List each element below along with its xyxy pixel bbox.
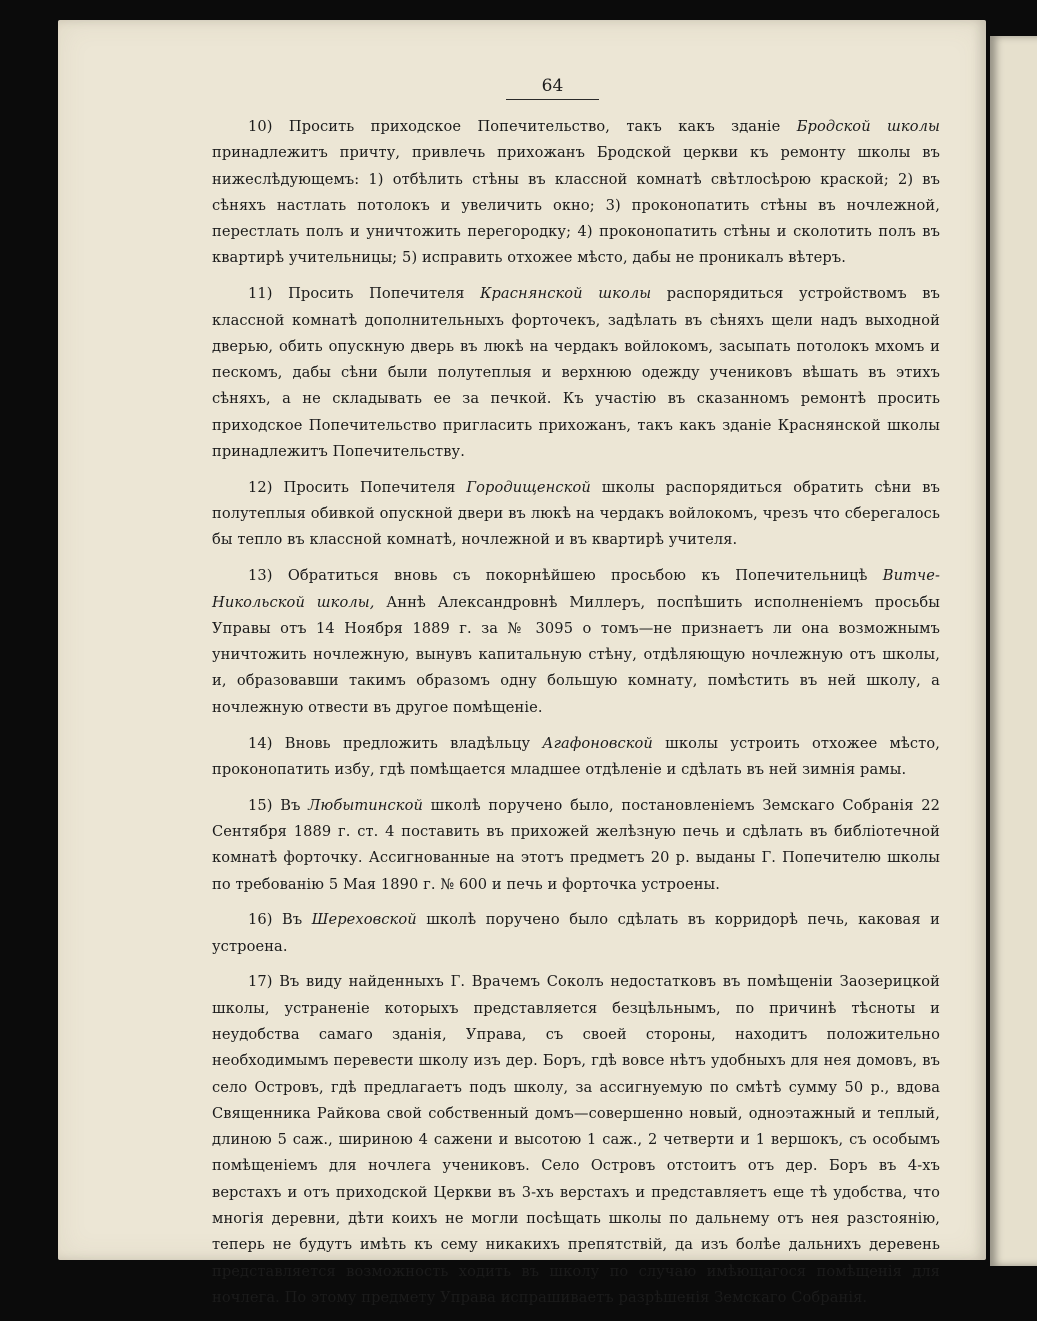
paragraph-17: 17) Въ виду найденныхъ Г. Врачемъ Соколъ недостатковъ въ помѣщеніи Заозерицкой школы, устраненіе которыхъ представляется безцѣльнымъ, по причинѣ тѣсноты и неудобства самаго зданія, Управа, съ своей стороны, находитъ положительно необходимымъ перевести школу изъ дер. Боръ, гдѣ вовсе нѣтъ удобныхъ для нея домовъ, въ село Островъ, гдѣ предлагаетъ подъ школу, за ассигнуемую по смѣтѣ сумму 50 р., вдова Священника Райкова свой собственный домъ—совершенно новый, одноэтажный и теплый, длиною 5 саж., шириною 4 сажени и высотою 1 саж., 2 четверти и 1 вершокъ, съ особымъ помѣщеніемъ для ночлега учениковъ. Село Островъ отстоитъ отъ дер. Боръ въ 4-хъ верстахъ и отъ приходской Церкви въ 3-хъ верстахъ и представляетъ еще тѣ удобства, что многія деревни, дѣти коихъ не могли посѣщать школы по дальнему отъ нея разстоянію, теперь не будутъ имѣть къ сему никакихъ препятствій, да изъ болѣе дальнихъ деревень представляется возможность ходить въ школу по случаю имѣющагося помѣщенія для ночлега. По этому предмету Управа испрашиваетъ разрѣшенія Земскаго Собранія.	[212, 973, 940, 1306]
page-number-text: 64	[506, 76, 600, 100]
school-name: Любытинской	[308, 796, 423, 814]
school-name: Бродской школы	[796, 118, 940, 135]
school-name: Шереховской	[311, 911, 417, 929]
school-name: Витче-Никольской школы,	[212, 567, 940, 611]
paragraph-16: 16) Въ Шереховской школѣ поручено было сдѣлать въ корридорѣ печь, каковая и устроена.	[212, 911, 940, 955]
school-name: Агафоновской	[542, 734, 653, 752]
paragraph-11: 11) Просить Попечителя Краснянской школы распорядиться устройствомъ въ классной комнатѣ дополнительныхъ форточекъ, задѣлать въ сѣняхъ щели надъ выходной дверью, обить опускную дверь въ люкѣ на чердакъ войлокомъ, засыпать потолокъ мхомъ и пескомъ, дабы сѣни были полутеплыя и верхнюю одежду учениковъ вѣшать въ этихъ сѣняхъ, а не складывать ее за печкой. Къ участію въ сказанномъ ремонтѣ просить приходское Попечительство пригласить прихожанъ, такъ какъ зданіе Краснянской школы принадлежитъ Попечительству.	[212, 285, 940, 461]
adjacent-page-edge	[990, 36, 1037, 1266]
paragraph-15: 15) Въ Любытинской школѣ поручено было, постановленіемъ Земскаго Собранія 22 Сентября 1889 г. ст. 4 поставить въ прихожей желѣзную печь и сдѣлать въ библіотечной комнатѣ форточку. Ассигнованные на этотъ предметъ 20 р. выданы Г. Попечителю школы по требованію 5 Мая 1890 г. № 600 и печь и форточка устроены.	[212, 796, 940, 893]
school-name: Краснянской школы	[480, 285, 652, 303]
paragraph-10: 10) Просить приходское Попечительство, такъ какъ зданіе Бродской школы принадлежитъ причту, привлечь прихожанъ Бродской церкви къ ремонту школы въ нижеслѣдующемъ: 1) отбѣлить стѣны въ классной комнатѣ свѣтлосѣрою краской; 2) въ сѣняхъ настлать потолокъ и увеличить окно; 3) проконопатить стѣны въ ночлежной, перестлать полъ и уничтожить перегородку; 4) проконопатить стѣны и сколотить полъ въ квартирѣ учительницы; 5) исправить отхожее мѣсто, дабы не проникалъ вѣтеръ.	[212, 118, 940, 267]
paragraph-12: 12) Просить Попечителя Городищенской школы распорядиться обратить сѣни въ полутеплыя обивкой опускной двери въ люкѣ на чердакъ войлокомъ, чрезъ что сберегалось бы тепло въ классной комнатѣ, ночлежной и въ квартирѣ учителя.	[212, 478, 940, 549]
document-body	[212, 114, 940, 1321]
paragraph-13: 13) Обратиться вновь съ покорнѣйшею просьбою къ Попечительницѣ Витче-Никольской школы, Аннѣ Александровнѣ Миллеръ, поспѣшить исполненіемъ просьбы Управы отъ 14 Ноября 1889 г. за № 3095 о томъ—не признаетъ ли она возможнымъ уничтожить ночлежную, вынувъ капитальную стѣну, отдѣляющую ночлежную отъ школы, и, образовавши такимъ образомъ одну большую комнату, помѣстить въ ней школу, а ночлежную отвести въ другое помѣщеніе.	[212, 567, 941, 716]
school-name: Городищенской	[466, 478, 591, 496]
page-number	[0, 76, 1037, 100]
paragraph-14: 14) Вновь предложить владѣльцу Агафоновской школы устроить отхожее мѣсто, проконопатить избу, гдѣ помѣщается младшее отдѣленіе и сдѣлать въ ней зимнія рамы.	[212, 734, 940, 778]
